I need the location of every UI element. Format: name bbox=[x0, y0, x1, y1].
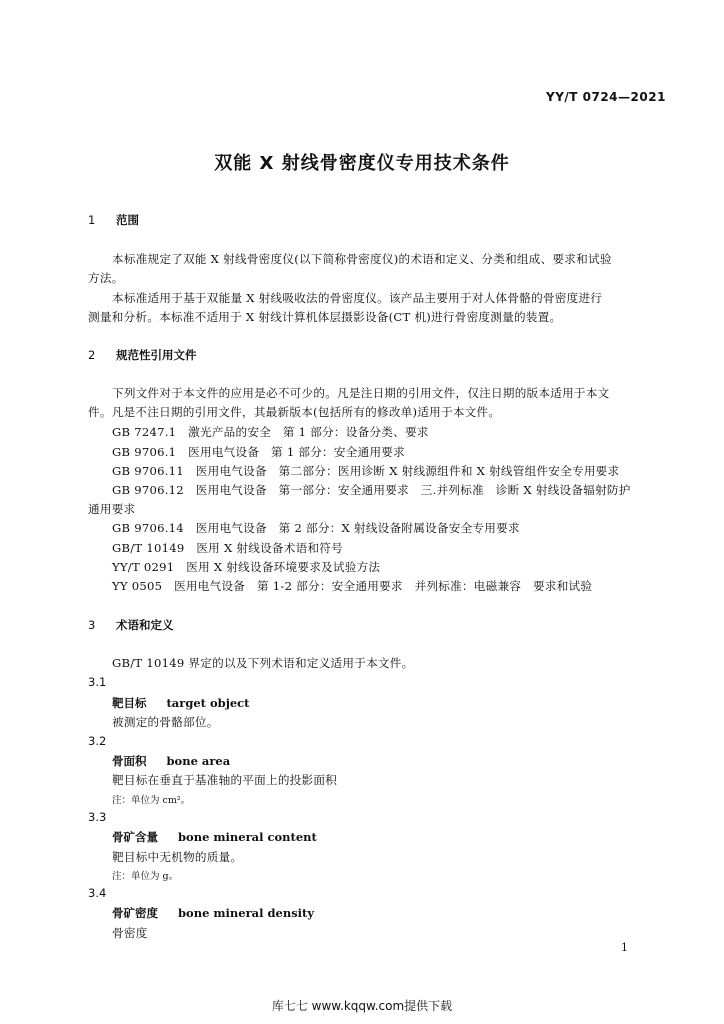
reference-item: YY 0505 医用电气设备 第 1-2 部分：安全通用要求 并列标准：电磁兼容 要求和试验 bbox=[112, 579, 593, 593]
term-en: bone area bbox=[166, 754, 231, 768]
paragraph-line: 方法。 bbox=[88, 271, 124, 285]
term-number: 3.3 bbox=[88, 810, 107, 824]
reference-item-continuation: 通用要求 bbox=[88, 502, 136, 516]
term-en: bone mineral density bbox=[178, 906, 315, 920]
term-zh: 骨矿含量 bbox=[112, 830, 158, 844]
document-title: 双能 X 射线骨密度仪专用技术条件 bbox=[214, 153, 510, 174]
page-number: 1 bbox=[621, 941, 628, 954]
reference-item: GB/T 10149 医用 X 射线设备术语和符号 bbox=[112, 541, 343, 555]
term-number: 3.4 bbox=[88, 886, 107, 900]
reference-item: GB 9706.1 医用电气设备 第 1 部分：安全通用要求 bbox=[112, 445, 405, 459]
term-definition: 靶目标在垂直于基准轴的平面上的投影面积 bbox=[112, 773, 338, 787]
section-title: 规范性引用文件 bbox=[116, 348, 197, 362]
term-zh: 骨矿密度 bbox=[112, 906, 158, 920]
term-heading bbox=[112, 829, 317, 845]
download-footer: 库七七 www.kqqw.com提供下载 bbox=[271, 999, 453, 1013]
section-1-heading bbox=[88, 212, 139, 228]
term-heading bbox=[112, 753, 230, 769]
paragraph-line: 测量和分析。本标准不适用于 X 射线计算机体层摄影设备(CT 机)进行骨密度测量的装置。 bbox=[88, 310, 562, 324]
section-number: 2 bbox=[88, 348, 96, 362]
term-en: target object bbox=[166, 696, 250, 710]
reference-item: GB 7247.1 激光产品的安全 第 1 部分：设备分类、要求 bbox=[112, 425, 429, 439]
reference-item: GB 9706.14 医用电气设备 第 2 部分：X 射线设备附属设备安全专用要求 bbox=[112, 521, 520, 535]
section-number: 3 bbox=[88, 618, 96, 632]
paragraph-line: 下列文件对于本文件的应用是必不可少的。凡是注日期的引用文件，仅注日期的版本适用于本文 bbox=[112, 386, 610, 400]
term-zh: 靶目标 bbox=[112, 696, 147, 710]
section-title: 范围 bbox=[116, 213, 139, 227]
paragraph-line: 本标准规定了双能 X 射线骨密度仪(以下简称骨密度仪)的术语和定义、分类和组成、要求和试验 bbox=[112, 252, 612, 266]
term-zh: 骨面积 bbox=[112, 754, 147, 768]
term-number: 3.1 bbox=[88, 675, 107, 689]
reference-item: GB 9706.12 医用电气设备 第一部分：安全通用要求 三.并列标准 诊断 X 射线设备辐射防护 bbox=[112, 483, 631, 497]
reference-item: GB 9706.11 医用电气设备 第二部分：医用诊断 X 射线源组件和 X 射线管组件安全专用要求 bbox=[112, 464, 620, 478]
term-definition: 被测定的骨骼部位。 bbox=[112, 715, 219, 729]
term-definition: 骨密度 bbox=[112, 926, 148, 940]
reference-item: YY/T 0291 医用 X 射线设备环境要求及试验方法 bbox=[112, 560, 381, 574]
section-title: 术语和定义 bbox=[116, 618, 174, 632]
paragraph-line: GB/T 10149 界定的以及下列术语和定义适用于本文件。 bbox=[112, 656, 414, 670]
section-3-heading bbox=[88, 617, 174, 633]
section-number: 1 bbox=[88, 213, 96, 227]
term-heading bbox=[112, 695, 250, 711]
paragraph-line: 本标准适用于基于双能量 X 射线吸收法的骨密度仪。该产品主要用于对人体骨骼的骨密度进行 bbox=[112, 291, 603, 305]
term-note: 注：单位为 cm²。 bbox=[112, 795, 191, 806]
standard-code-header: YY/T 0724—2021 bbox=[546, 90, 666, 104]
term-note: 注：单位为 g。 bbox=[112, 871, 179, 882]
term-en: bone mineral content bbox=[178, 830, 317, 844]
paragraph-line: 件。凡是不注日期的引用文件，其最新版本(包括所有的修改单)适用于本文件。 bbox=[88, 405, 501, 419]
term-heading bbox=[112, 905, 314, 921]
section-2-heading bbox=[88, 347, 197, 363]
term-definition: 靶目标中无机物的质量。 bbox=[112, 850, 243, 864]
term-number: 3.2 bbox=[88, 734, 107, 748]
